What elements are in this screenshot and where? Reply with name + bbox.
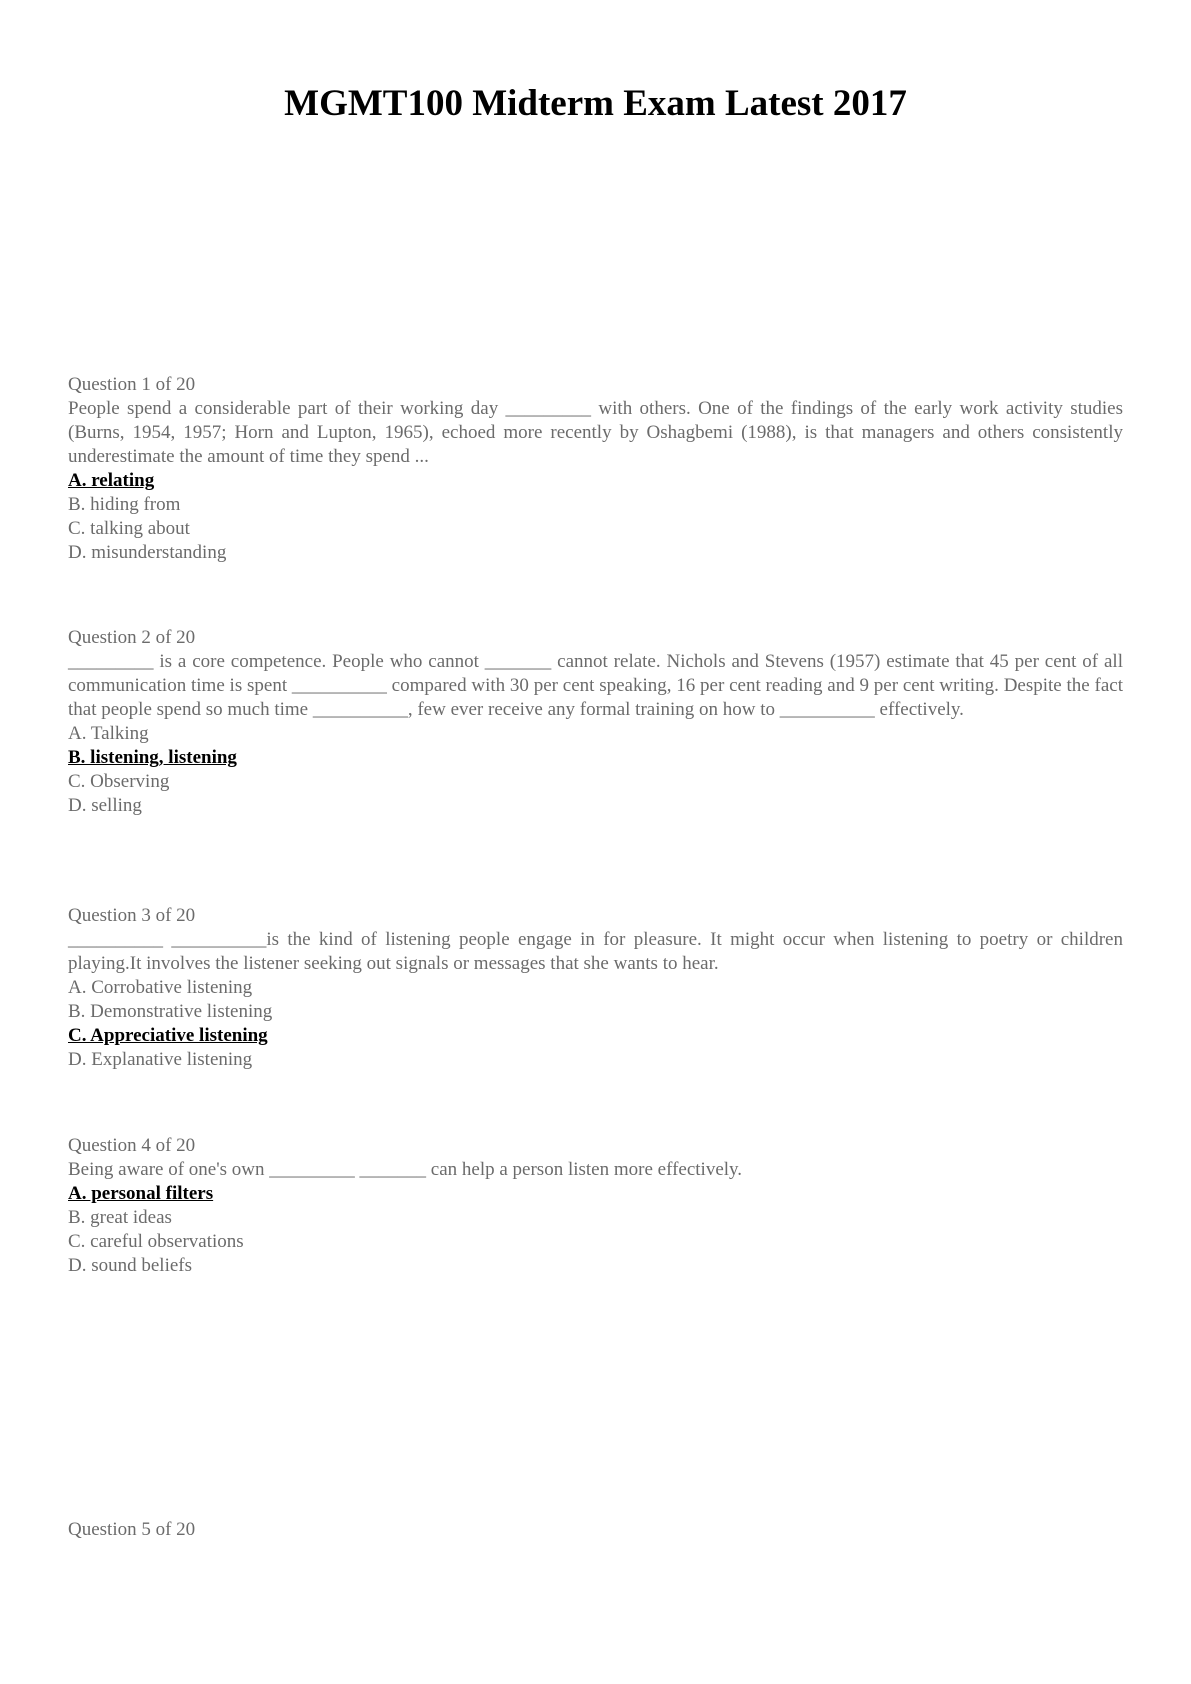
option-c-correct: C. Appreciative listening [68, 1025, 268, 1046]
option-a: A. Corrobative listening [68, 977, 253, 998]
option-b: B. great ideas [68, 1207, 172, 1228]
option-d: D. misunderstanding [68, 542, 227, 563]
question-5 [68, 1518, 1123, 1542]
question-text: Being aware of one's own _________ _______ can help a person listen more effectively. [68, 1159, 743, 1180]
question-text: _________ is a core competence. People who cannot _______ cannot relate. Nichols and Stevens (1957) estimate that 45 per cent of all communication time is spent __________ compared with 30 per cent speaking, 16 per cent reading and 9 per cent writing. Despite the fact that people spend so much time __________, few ever receive any formal training on how to __________ effectively. [68, 651, 1123, 720]
option-a: A. Talking [68, 723, 149, 744]
question-label: Question 3 of 20 [68, 905, 196, 926]
option-b-correct: B. listening, listening [68, 747, 237, 768]
question-3 [68, 904, 1123, 1072]
question-4 [68, 1134, 1123, 1278]
question-label: Question 5 of 20 [68, 1519, 196, 1540]
option-a-correct: A. relating [68, 470, 155, 491]
option-c: C. talking about [68, 518, 190, 539]
option-c: C. careful observations [68, 1231, 244, 1252]
question-label: Question 2 of 20 [68, 627, 196, 648]
option-a-correct: A. personal filters [68, 1183, 214, 1204]
question-text: __________ __________is the kind of listening people engage in for pleasure. It might occur when listening to poetry or children playing.It involves the listener seeking out signals or messages that she wants to hear. [68, 929, 1123, 974]
option-d: D. sound beliefs [68, 1255, 193, 1276]
question-2 [68, 626, 1123, 818]
option-d: D. Explanative listening [68, 1049, 253, 1070]
option-b: B. Demonstrative listening [68, 1001, 273, 1022]
option-b: B. hiding from [68, 494, 181, 515]
option-c: C. Observing [68, 771, 170, 792]
question-1 [68, 373, 1123, 565]
option-d: D. selling [68, 795, 142, 816]
question-label: Question 1 of 20 [68, 374, 196, 395]
document-title: MGMT100 Midterm Exam Latest 2017 [284, 83, 907, 124]
question-text: People spend a considerable part of their working day _________ with others. One of the findings of the early work activity studies (Burns, 1954, 1957; Horn and Lupton, 1965), echoed more recently by Oshagbemi (1988), is that managers and others consistently underestimate the amount of time they spend ... [68, 398, 1123, 467]
question-label: Question 4 of 20 [68, 1135, 196, 1156]
